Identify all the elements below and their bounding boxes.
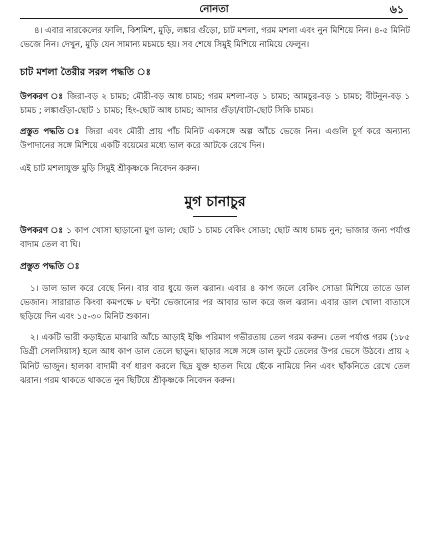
step-1: ১। ডাল ভাল করে বেছে নিন। বার বার ধুয়ে জল ঝরান। এবার ৪ কাপ জলে বেকিং সোডা মিশিয়ে তাতে ডাল ভেজান। সারারাত কিংবা কমপক্ষে ৮ ঘন্টা ভেজানোর পর আবার ভাল করে জল ঝরান। এবার ডাল খোলা বাতাসে ছড়িয়ে দিন এবং ১৫-৩০ মিনিট শুকান। <box>20 283 410 323</box>
recipe-title: মুগ চানাচুর <box>184 193 246 210</box>
intro-paragraph: ৪। এবার নারকেলের ফালি, কিশমিশ, মুড়ি, লঙ্কার গুঁড়ো, চাট মশলা, গরম মশলা এবং নুন মিশিয়ে নিন। ৪-৫ মিনিট ভেজে নিন। দেখুন, মুড়ি যেন সামান্য মচমচে হয়। সব শেষে সিমুই মিশিয়ে নামিয়ে ফেলুন। <box>20 26 410 51</box>
ingredients-label: উপকরণ ঃ <box>20 225 64 236</box>
page-header <box>20 0 408 19</box>
ingredients-label: উপকরণ ঃ <box>20 91 64 102</box>
mug-chanachur-ingredients <box>20 224 410 253</box>
method-text: জিরা এবং মৌরী প্রায় পাঁচ মিনিট একসঙ্গে অল্প আঁচে ভেজে নিন। এগুলি চূর্ণ করে অন্যান্য উপাদানের সঙ্গে মিশিয়ে একটি বয়েমের মধ্যে ভাল করে আটকে রেখে দিন। <box>20 126 410 152</box>
offering-line: এই চাট মশলাযুক্ত মুড়ি সিমুই শ্রীকৃষ্ণকে নিবেদন করুন। <box>20 164 200 175</box>
chaat-masala-ingredients <box>20 90 410 119</box>
method-heading: প্রস্তুত পদ্ধতি ঃ <box>20 261 80 272</box>
running-head: নোনতা <box>199 4 229 15</box>
title-underline <box>193 216 237 217</box>
ingredients-text: ১ কাপ খোসা ছাড়ানো মুগ ডাল; ছোট ১ চামচ বেকিং সোডা; ছোট আধ চামচ নুন; ভাজার জন্য পর্যাপ্ত বাদাম তেল বা ঘি। <box>20 225 410 251</box>
step-2: ২। একটি ভারী কড়াইতে মাঝারি আঁচে আড়াই ইঞ্চি পরিমাণ গভীরতায় তেল গরম করুন। তেল পর্যাপ্ত গরম (১৮৫ ডিগ্রী সেলসিয়াস) হলে আধ কাপ ডাল তেলে ছাড়ুন। ছাড়ার সঙ্গে সঙ্গে ডাল ফুটে তেলের উপর ভেসে উঠবে। প্রায় ২ মিনিট ভাজুন। হালকা বাদামী বর্ণ ধারণ করলে ছিদ্র যুক্ত হাতল দিয়ে ছেঁকে নামিয়ে নিন এবং ছাঁকনিতে রেখে তেল ঝরান। গরম থাকতে থাকতে নুন ছিটিয়ে শ্রীকৃষ্ণকে নিবেদন করুন। <box>20 332 410 387</box>
page-number: ৬১ <box>389 3 404 16</box>
chaat-masala-heading: চাট মশলা তৈরীর সরল পদ্ধতি ঃ <box>20 66 151 78</box>
chaat-masala-method <box>20 125 410 154</box>
ingredients-text: জিরা-বড় ২ চামচ; মৌরী-বড় আধ চামচ; গরম মশলা-বড় ১ চামচ; আমচুর-বড় ১ চামচ; বীটনুন-বড় ১ চামচ ; লঙ্কাগুঁড়া-ছোট ১ চামচ; হিং-ছোট আধ চামচ; আদার গুঁড়া/বাটা-ছোট সিকি চামচ। <box>20 91 410 117</box>
method-label: প্রস্তুত পদ্ধতি ঃ <box>20 126 82 137</box>
